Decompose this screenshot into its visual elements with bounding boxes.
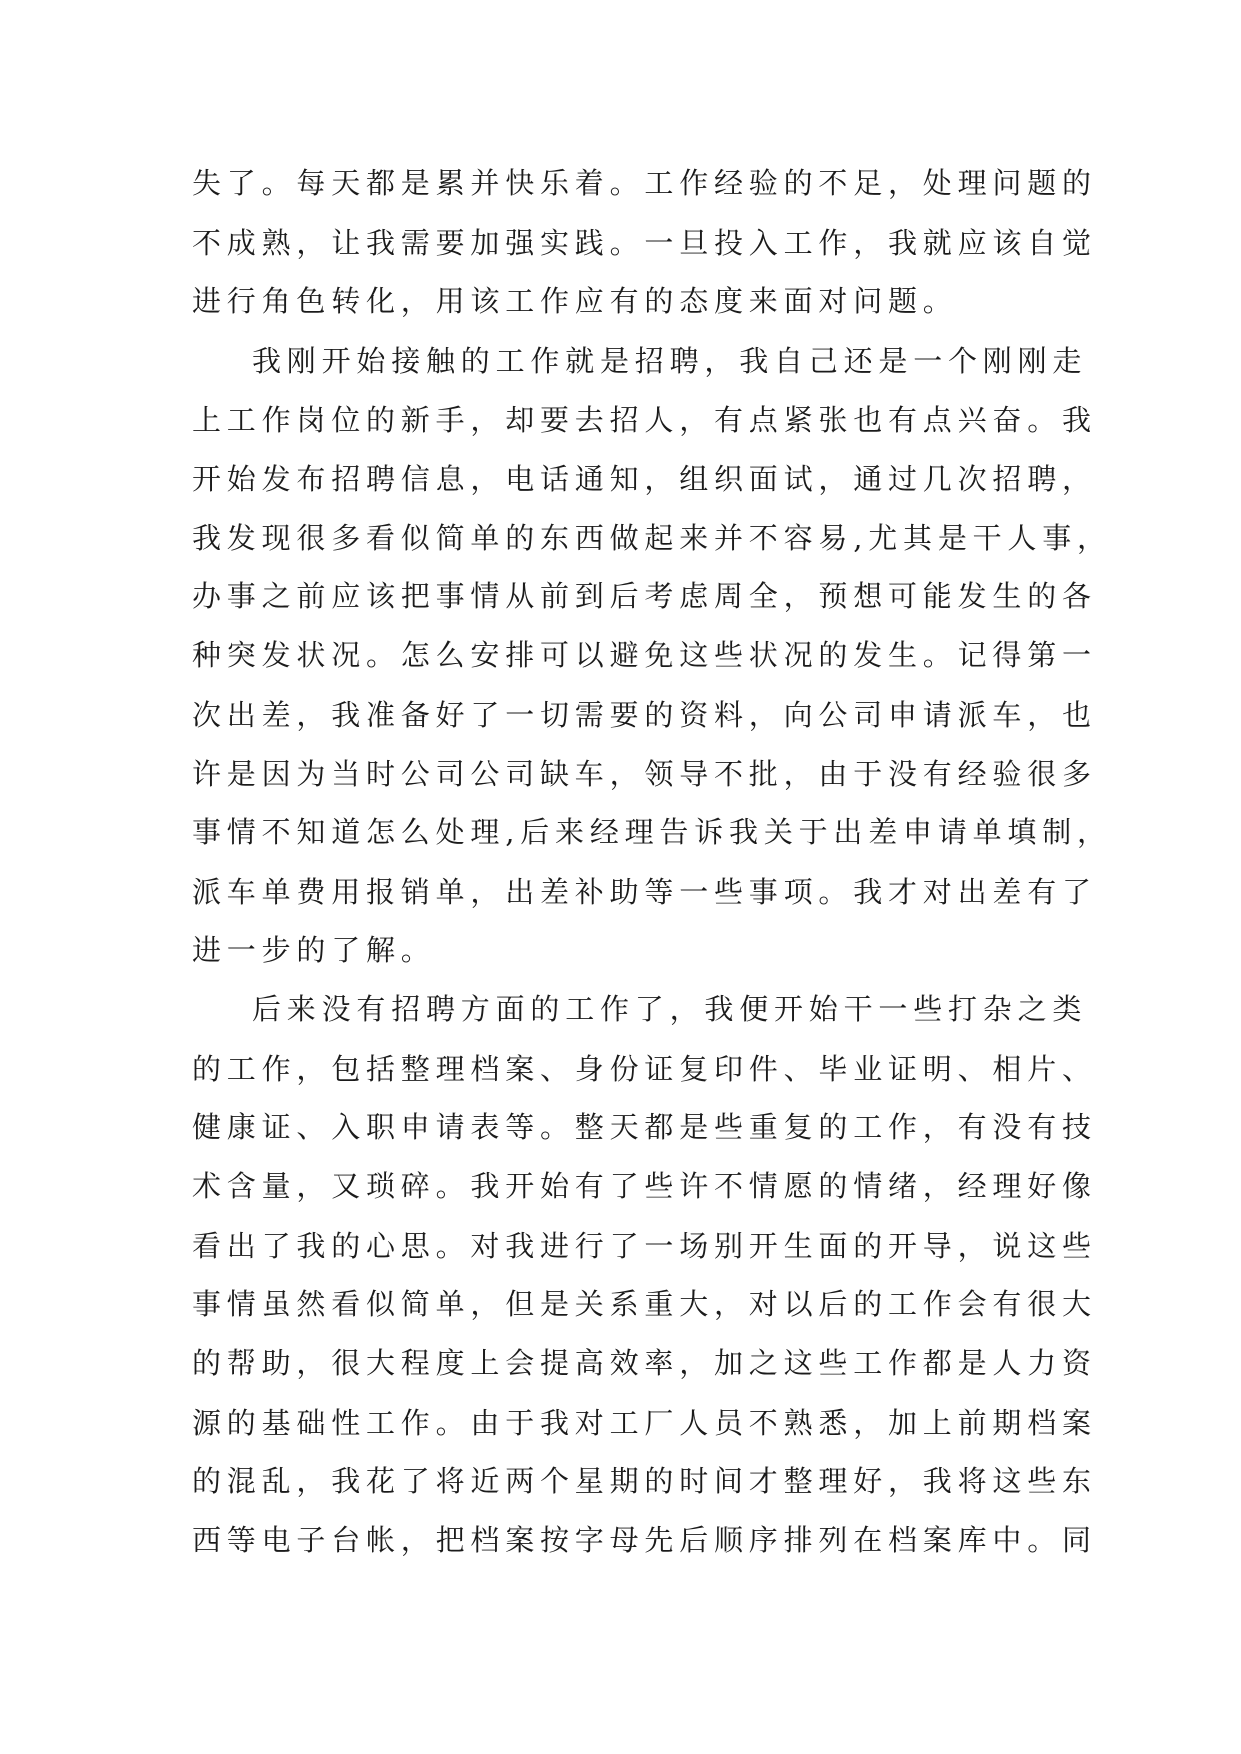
text-line: 进行角色转化，用该工作应有的态度来面对问题。 [192,284,958,318]
text-line: 看出了我的心思。对我进行了一场别开生面的开导，说这些 [192,1229,1097,1263]
text-line: 不成熟，让我需要加强实践。一旦投入工作，我就应该自觉 [192,226,1097,260]
text-line: 次出差，我准备好了一切需要的资料，向公司申请派车，也 [192,698,1097,732]
text-line: 的混乱，我花了将近两个星期的时间才整理好，我将这些东 [192,1464,1097,1498]
paragraph-first-line: 后来没有招聘方面的工作了，我便开始干一些打杂之类 [252,992,1088,1026]
text-line: 健康证、入职申请表等。整天都是些重复的工作，有没有技 [192,1110,1097,1144]
text-line: 派车单费用报销单，出差补助等一些事项。我才对出差有了 [192,875,1097,909]
text-line: 上工作岗位的新手，却要去招人，有点紧张也有点兴奋。我 [192,403,1097,437]
text-line: 术含量，又琐碎。我开始有了些许不情愿的情绪，经理好像 [192,1169,1097,1203]
text-line: 进一步的了解。 [192,933,436,967]
text-line: 的工作，包括整理档案、身份证复印件、毕业证明、相片、 [192,1052,1097,1086]
text-line: 西等电子台帐，把档案按字母先后顺序排列在档案库中。同 [192,1523,1097,1557]
text-line: 源的基础性工作。由于我对工厂人员不熟悉，加上前期档案 [192,1406,1097,1440]
text-line: 种突发状况。怎么安排可以避免这些状况的发生。记得第一 [192,638,1097,672]
text-line: 失了。每天都是累并快乐着。工作经验的不足，处理问题的 [192,166,1097,200]
text-line: 办事之前应该把事情从前到后考虑周全，预想可能发生的各 [192,579,1097,613]
text-line: 事情虽然看似简单，但是关系重大，对以后的工作会有很大 [192,1287,1097,1321]
text-line: 我发现很多看似简单的东西做起来并不容易,尤其是干人事， [192,521,1112,555]
text-line: 事情不知道怎么处理,后来经理告诉我关于出差申请单填制， [192,815,1112,849]
paragraph-first-line: 我刚开始接触的工作就是招聘，我自己还是一个刚刚走 [252,344,1088,378]
text-line: 开始发布招聘信息，电话通知，组织面试，通过几次招聘， [192,462,1097,496]
text-line: 的帮助，很大程度上会提高效率，加之这些工作都是人力资 [192,1346,1097,1380]
text-line: 许是因为当时公司公司缺车，领导不批，由于没有经验很多 [192,757,1097,791]
